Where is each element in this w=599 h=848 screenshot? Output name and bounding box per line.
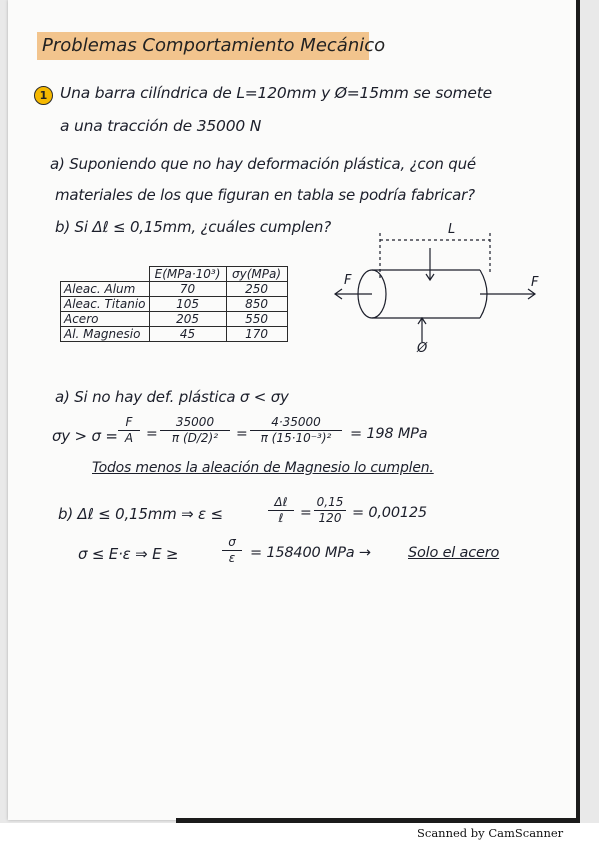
table-cell-sy: 250 xyxy=(226,282,287,297)
force-right-label: F xyxy=(531,275,539,290)
fraction-f-over-a xyxy=(118,416,140,445)
frac-num: 4·35000 xyxy=(271,415,321,429)
frac-den: π (D/2)² xyxy=(171,431,219,445)
diameter-label: Ø xyxy=(417,341,428,356)
table-cell-e: 45 xyxy=(149,327,226,342)
title-highlight xyxy=(37,32,386,60)
table-header-blank xyxy=(61,267,150,282)
frac-num: 0,15 xyxy=(316,495,344,509)
table-cell-material: Al. Magnesio xyxy=(61,327,150,342)
table-cell-material: Aleac. Alum xyxy=(61,282,150,297)
frac-num: Δℓ xyxy=(274,495,288,509)
table-cell-e: 105 xyxy=(149,297,226,312)
question-b: b) Si Δℓ ≤ 0,15mm, ¿cuáles cumplen? xyxy=(55,218,331,236)
solution-c-conclusion-text: Solo el acero xyxy=(408,545,500,561)
scanner-watermark: Scanned by CamScanner xyxy=(417,826,564,840)
table-row xyxy=(61,327,288,342)
equals-sign: = xyxy=(300,505,312,521)
solution-a-result: = 198 MPa xyxy=(350,426,428,442)
problem-number-badge: 1 xyxy=(34,86,53,105)
cylinder-diagram xyxy=(330,218,560,358)
frac-den: π (15·10⁻³)² xyxy=(260,431,332,445)
table-row xyxy=(61,282,288,297)
solution-b-result: = 0,00125 xyxy=(352,505,427,521)
table-cell-e: 205 xyxy=(149,312,226,327)
frac-num: 35000 xyxy=(175,415,215,429)
statement-line-1: Una barra cilíndrica de L=120mm y Ø=15mm se somete xyxy=(60,84,492,102)
solution-a-conclusion-text: Todos menos la aleación de Magnesio lo cumplen. xyxy=(92,460,434,476)
force-left-label: F xyxy=(344,273,352,288)
solution-a-line: a) Si no hay def. plástica σ < σy xyxy=(55,388,289,406)
table-row xyxy=(61,297,288,312)
solution-c-result: = 158400 MPa → xyxy=(250,545,371,561)
equals-sign: = xyxy=(236,426,248,442)
frac-den: 120 xyxy=(318,511,342,525)
solution-a-conclusion xyxy=(92,460,434,476)
solution-b-line-prefix: b) Δℓ ≤ 0,15mm ⇒ ε ≤ xyxy=(58,505,223,523)
equals-sign: = xyxy=(146,426,158,442)
table-cell-sy: 550 xyxy=(226,312,287,327)
table-cell-e: 70 xyxy=(149,282,226,297)
frac-den: A xyxy=(124,431,134,445)
materials-table xyxy=(60,266,288,342)
question-a-line-1: a) Suponiendo que no hay deformación plástica, ¿con qué xyxy=(50,155,476,173)
solution-c-line-prefix: σ ≤ E·ε ⇒ E ≥ xyxy=(78,545,179,563)
frac-num: F xyxy=(125,415,133,429)
table-row xyxy=(61,312,288,327)
frac-num: σ xyxy=(228,535,236,549)
fraction-sigma-over-epsilon xyxy=(222,536,242,565)
table-header-row xyxy=(61,267,288,282)
table-cell-material: Acero xyxy=(61,312,150,327)
question-a-line-2: materiales de los que figuran en tabla se podría fabricar? xyxy=(55,186,475,204)
statement-line-2: a una tracción de 35000 N xyxy=(60,117,262,135)
table-cell-material: Aleac. Titanio xyxy=(61,297,150,312)
table-header-e: E(MPa·10³) xyxy=(149,267,226,282)
solution-c-conclusion xyxy=(408,545,499,561)
page-title: Problemas Comportamiento Mecánico xyxy=(42,35,386,56)
table-header-sy: σy(MPa) xyxy=(226,267,287,282)
frac-den: ε xyxy=(228,551,236,565)
frac-den: ℓ xyxy=(278,511,284,525)
fraction-force-over-area xyxy=(160,416,230,445)
fraction-numeric-stress xyxy=(250,416,342,445)
page-edge-shadow xyxy=(576,0,580,820)
fraction-dl-over-l xyxy=(268,496,294,525)
table-cell-sy: 170 xyxy=(226,327,287,342)
solution-a-eq-prefix: σy > σ = xyxy=(52,427,118,445)
length-label: L xyxy=(448,222,456,237)
table-cell-sy: 850 xyxy=(226,297,287,312)
fraction-strain-numeric xyxy=(314,496,346,525)
